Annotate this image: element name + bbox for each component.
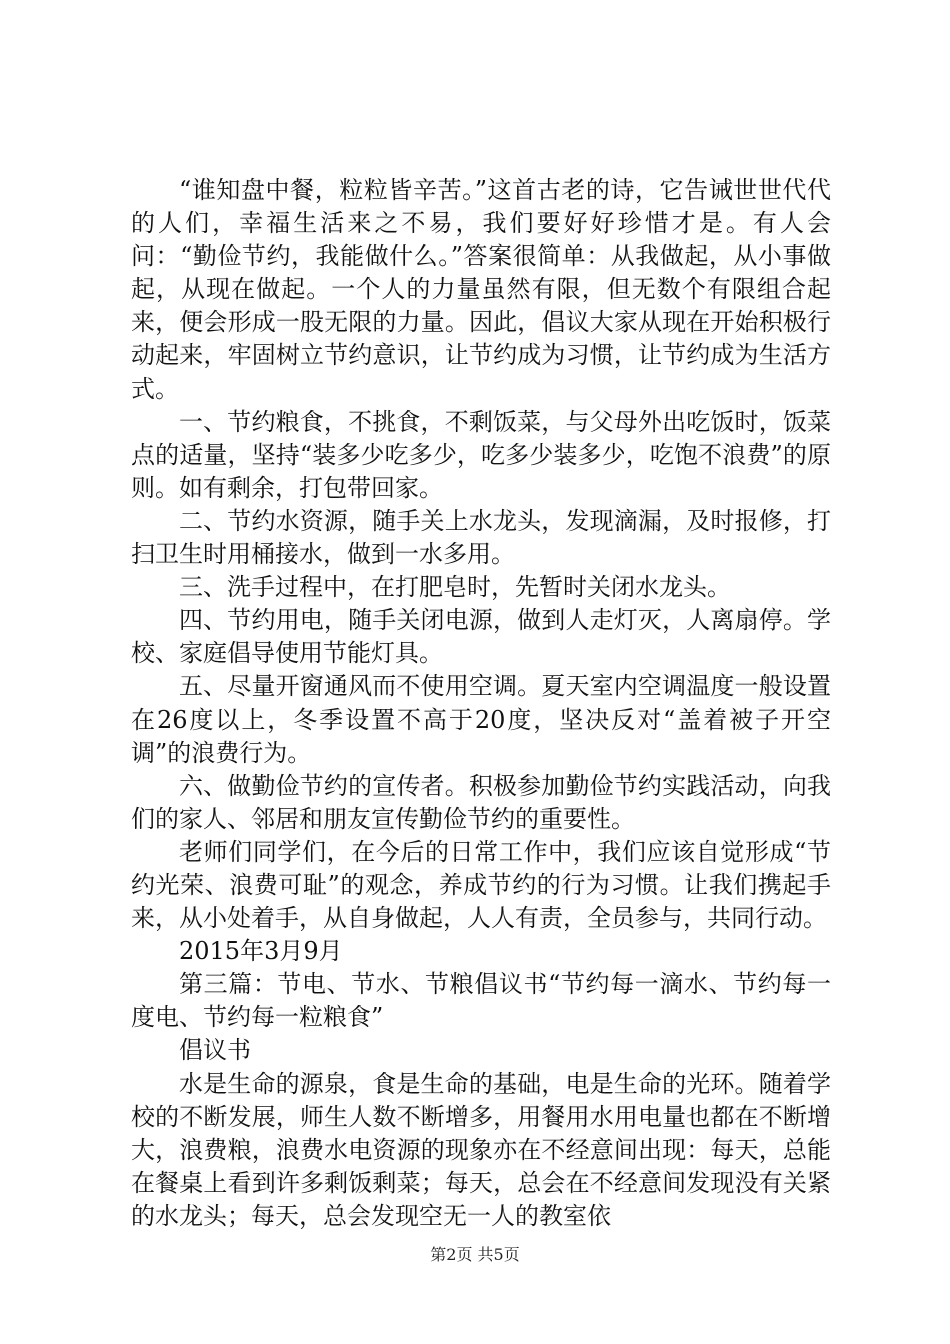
document-body xyxy=(131,174,831,1233)
paragraph-item-2: 二、节约水资源，随手关上水龙头，发现滴漏，及时报修，打扫卫生时用桶接水，做到一水多用。 xyxy=(131,506,831,569)
paragraph-proposal-heading: 倡议书 xyxy=(179,1036,251,1065)
paragraph-item-6: 六、做勤俭节约的宣传者。积极参加勤俭节约实践活动，向我们的家人、邻居和朋友宣传勤俭节约的重要性。 xyxy=(131,771,831,833)
paragraph-item-5: 五、尽量开窗通风而不使用空调。夏天室内空调温度一般设置在26度以上，冬季设置不高于20度，坚决反对“盖着被子开空调”的浪费行为。 xyxy=(131,672,831,767)
paragraph-section-title: 第三篇：节电、节水、节粮倡议书“节约每一滴水、节约每一度电、节约每一粒粮食” xyxy=(131,970,831,1032)
paragraph-item-3: 三、洗手过程中，在打肥皂时，先暂时关闭水龙头。 xyxy=(179,573,731,602)
paragraph-item-4: 四、节约用电，随手关闭电源，做到人走灯灭，人离扇停。学校、家庭倡导使用节能灯具。 xyxy=(131,606,831,668)
paragraph-date: 2015年3月9月 xyxy=(179,937,343,966)
paragraph-closing: 老师们同学们，在今后的日常工作中，我们应该自觉形成“节约光荣、浪费可耻”的观念，养成节约的行为习惯。让我们携起手来，从小处着手，从自身做起，人人有责，全员参与，共同行动。 xyxy=(131,837,831,933)
paragraph-proposal-body: 水是生命的源泉，食是生命的基础，电是生命的光环。随着学校的不断发展，师生人数不断增多，用餐用水用电量也都在不断增大，浪费粮，浪费水电资源的现象亦在不经意间出现：每天，总能在餐桌上看到许多剩饭剩菜；每天，总会在不经意间发现没有关紧的水龙头；每天，总会发现空无一人的教室依 xyxy=(131,1069,831,1230)
page-number-footer: 第2页 共5页 xyxy=(430,1245,520,1264)
paragraph-intro: “谁知盘中餐，粒粒皆辛苦。”这首古老的诗，它告诫世世代代的人们，幸福生活来之不易，我们要好好珍惜才是。有人会问：“勤俭节约，我能做什么。”答案很简单：从我做起，从小事做起，从现在做起。一个人的力量虽然有限，但无数个有限组合起来，便会形成一股无限的力量。因此，倡议大家从现在开始积极行动起来，牢固树立节约意识，让节约成为习惯，让节约成为生活方式。 xyxy=(131,176,831,403)
paragraph-item-1: 一、节约粮食，不挑食，不剩饭菜，与父母外出吃饭时，饭菜点的适量，坚持“装多少吃多少，吃多少装多少，吃饱不浪费”的原则。如有剩余，打包带回家。 xyxy=(131,407,831,502)
